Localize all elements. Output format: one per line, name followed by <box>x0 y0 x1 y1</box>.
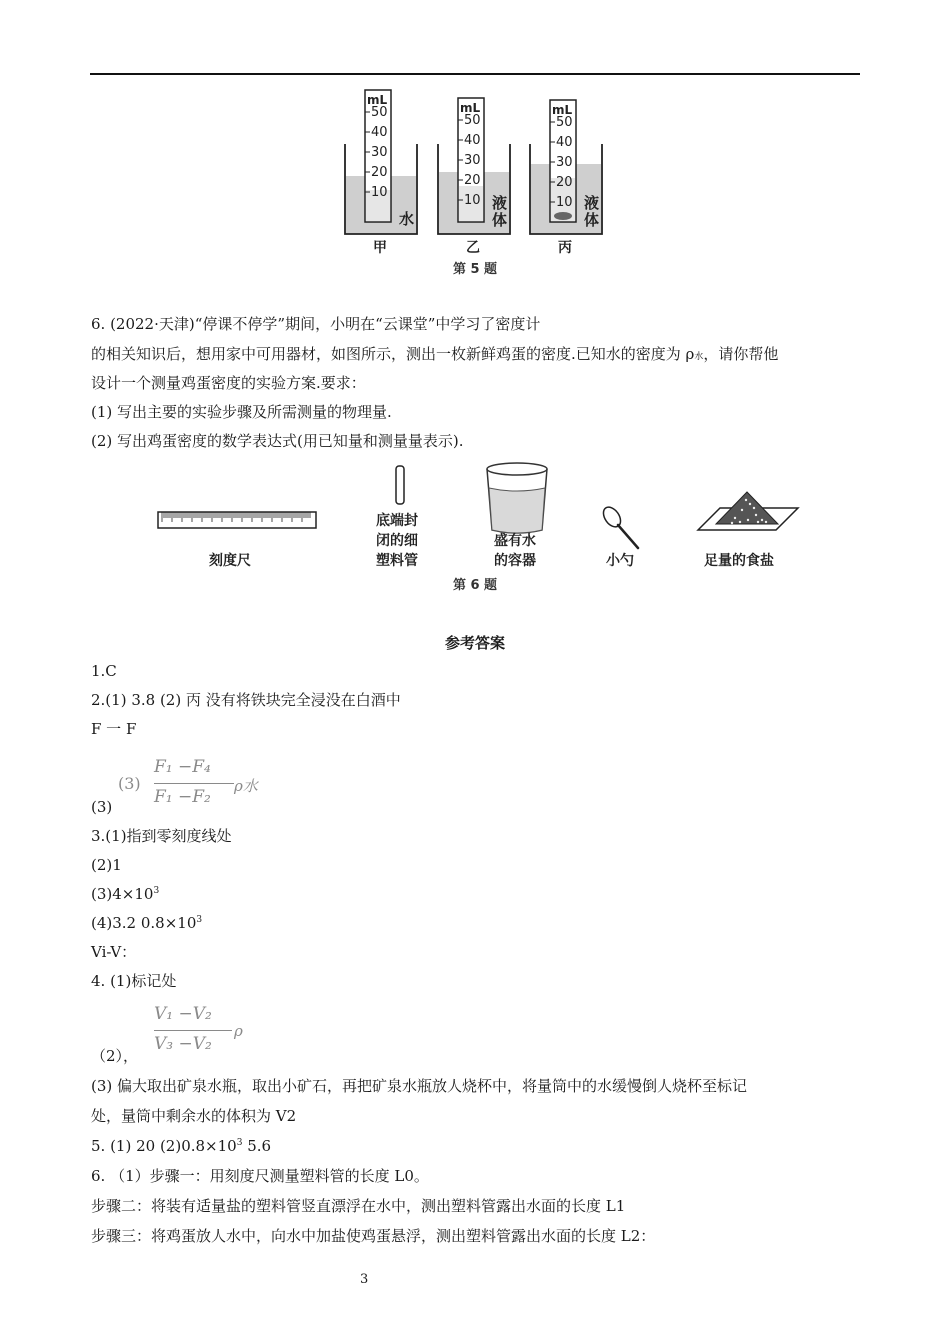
q6-line-2-tail: ，请你帮他 <box>703 345 779 363</box>
cylinder-tick-label: 10 <box>464 193 481 208</box>
formula-4-denominator: V₃ −V₂ <box>154 1034 212 1054</box>
cylinder-tick-label: 40 <box>464 133 481 148</box>
salt-label: 足量的食盐 <box>704 553 774 569</box>
figure-5-diagram <box>330 84 620 259</box>
answer-2-part-3: (3) <box>91 798 113 816</box>
answer-5-base: 5. (1) 20 (2)0.8×10 <box>91 1137 237 1155</box>
answer-3-4 <box>91 913 202 933</box>
cylinder-tick-label: 50 <box>371 105 388 120</box>
salt-speck <box>765 521 767 523</box>
salt-speck <box>731 522 733 524</box>
formula-numerator: F₁ −F₄ <box>154 757 211 777</box>
beaker-name-label: 甲 <box>373 240 387 256</box>
container-label <box>494 531 536 571</box>
tube-label-line-1: 底端封 <box>376 513 418 529</box>
answer-4-2: （2）， <box>91 1047 139 1065</box>
answer-3-2: (2)1 <box>91 856 122 874</box>
answer-4-formula-image <box>150 1004 260 1060</box>
tube-label <box>376 511 418 571</box>
q6-line-2-text: 的相关知识后，想用家中可用器材，如图所示，测出一枚新鲜鸡蛋的密度.已知水的密度为 ρ <box>91 345 695 363</box>
salt-speck <box>745 499 747 501</box>
tube-label-line-2: 闭的细 <box>376 533 418 549</box>
beaker-3 <box>530 100 602 256</box>
answer-5 <box>91 1136 271 1156</box>
ruler-icon <box>158 512 316 528</box>
formula-4-numerator: V₁ −V₂ <box>154 1004 212 1024</box>
page-number: 3 <box>360 1272 369 1287</box>
cylinder-tick-label: 20 <box>464 173 481 188</box>
salt-speck <box>757 521 759 523</box>
answer-2: 2.(1) 3.8 (2) 丙 没有将铁块完全浸没在白酒中 <box>91 691 401 709</box>
cylinder-tick-label: 30 <box>464 153 481 168</box>
liquid-label: 液 <box>584 194 600 212</box>
figure-6-diagram <box>150 460 810 550</box>
figure-6-caption: 第 6 题 <box>452 578 498 593</box>
salt-speck <box>747 519 749 521</box>
cylinder-tick-label: 10 <box>371 185 388 200</box>
answer-5-exponent: 3 <box>236 1138 243 1148</box>
tube-label-line-3: 塑料管 <box>376 553 418 569</box>
salt-speck <box>734 517 736 519</box>
formula-prefix: (3) <box>118 774 141 793</box>
q6-line-1: 6. (2022·天津)“停课不停学”期间，小明在“云课堂”中学习了密度计 <box>91 315 541 333</box>
cylinder-tick-label: 30 <box>371 145 388 160</box>
answer-3-3-exponent: 3 <box>153 886 160 896</box>
salt-speck <box>761 519 763 521</box>
formula-4-rho: ρ <box>234 1022 243 1040</box>
salt-speck <box>755 514 757 516</box>
salt-speck <box>741 509 743 511</box>
container-label-line-1: 盛有水 <box>494 533 536 549</box>
header-rule <box>90 73 860 75</box>
formula-rho: ρ水 <box>234 777 258 795</box>
salt-speck <box>739 521 741 523</box>
cylinder-tick-label: 10 <box>556 195 573 210</box>
salt-speck <box>753 507 755 509</box>
ruler-label: 刻度尺 <box>209 553 251 569</box>
formula-denominator: F₁ −F₂ <box>154 787 211 807</box>
answer-6-step-2: 步骤二：将装有适量盐的塑料管竖直漂浮在水中，测出塑料管露出水面的长度 L1 <box>91 1197 626 1215</box>
answer-1: 1.C <box>91 662 117 680</box>
formula-bar <box>154 783 234 784</box>
cylinder-tick-label: 20 <box>371 165 388 180</box>
q6-line-5: (2) 写出鸡蛋密度的数学表达式(用已知量和测量量表示). <box>91 432 464 450</box>
cylinder-unit-label: mL <box>460 101 481 115</box>
answer-3-1: 3.(1)指到零刻度线处 <box>91 827 232 845</box>
figure-5-caption: 第 5 题 <box>452 262 498 277</box>
q6-line-2 <box>91 344 778 367</box>
formula-4-bar <box>154 1030 232 1031</box>
beaker-name-label: 乙 <box>466 240 480 256</box>
answer-4-3-line-2: 处，量筒中剩余水的体积为 V2 <box>91 1107 297 1125</box>
answer-4-3-line-1: (3) 偏大取出矿泉水瓶，取出小矿石，再把矿泉水瓶放人烧杯中，将量筒中的水缓慢倒人烧杯至标记 <box>91 1077 748 1095</box>
answer-6-step-3: 步骤三：将鸡蛋放人水中，向水中加盐使鸡蛋悬浮，测出塑料管露出水面的长度 L2： <box>91 1227 656 1245</box>
spoon-label: 小勺 <box>606 553 634 569</box>
cylinder-tick-label: 40 <box>556 135 573 150</box>
answer-3-4-base: (4)3.2 0.8×10 <box>91 914 197 932</box>
answer-5-tail: 5.6 <box>242 1137 272 1155</box>
q6-line-3: 设计一个测量鸡蛋密度的实验方案.要求： <box>91 374 366 392</box>
answer-3-v-text: Vi-V： <box>91 943 137 961</box>
answer-3-3 <box>91 884 159 904</box>
answer-6-step-1: 6. （1）步骤一：用刻度尺测量塑料管的长度 L0。 <box>91 1167 429 1185</box>
cylinder-tick-label: 20 <box>556 175 573 190</box>
cylinder-tick-label: 50 <box>556 115 573 130</box>
rho-water-subscript: 水 <box>694 352 704 362</box>
liquid-label: 体 <box>584 211 600 229</box>
liquid-label: 体 <box>492 211 508 229</box>
cylinder-unit-label: mL <box>367 93 388 107</box>
answers-title: 参考答案 <box>444 634 505 652</box>
q6-line-4: (1) 写出主要的实验步骤及所需测量的物理量. <box>91 403 392 421</box>
salt-speck <box>749 503 751 505</box>
answer-2-formula-image <box>118 755 268 815</box>
cylinder-unit-label: mL <box>552 103 573 117</box>
liquid-label: 水 <box>399 210 415 228</box>
salt-pile-icon <box>698 492 798 530</box>
beaker-2 <box>438 98 510 256</box>
answer-4-1: 4. (1)标记处 <box>91 972 177 990</box>
beaker-name-label: 丙 <box>558 240 572 256</box>
cylinder-tick-label: 30 <box>556 155 573 170</box>
cylinder-tick-label: 40 <box>371 125 388 140</box>
answer-3-3-base: (3)4×10 <box>91 885 154 903</box>
liquid-label: 液 <box>492 194 508 212</box>
beaker-1 <box>345 90 417 256</box>
water-container-icon <box>487 463 547 533</box>
answer-2-fraction-text: F 一 F <box>91 720 137 738</box>
answer-3-4-exponent: 3 <box>196 915 203 925</box>
spoon-icon <box>600 504 638 548</box>
cylinder-tick-label: 50 <box>464 113 481 128</box>
stone-icon <box>554 212 572 220</box>
plastic-tube-icon <box>396 466 404 504</box>
container-label-line-2: 的容器 <box>494 553 536 569</box>
